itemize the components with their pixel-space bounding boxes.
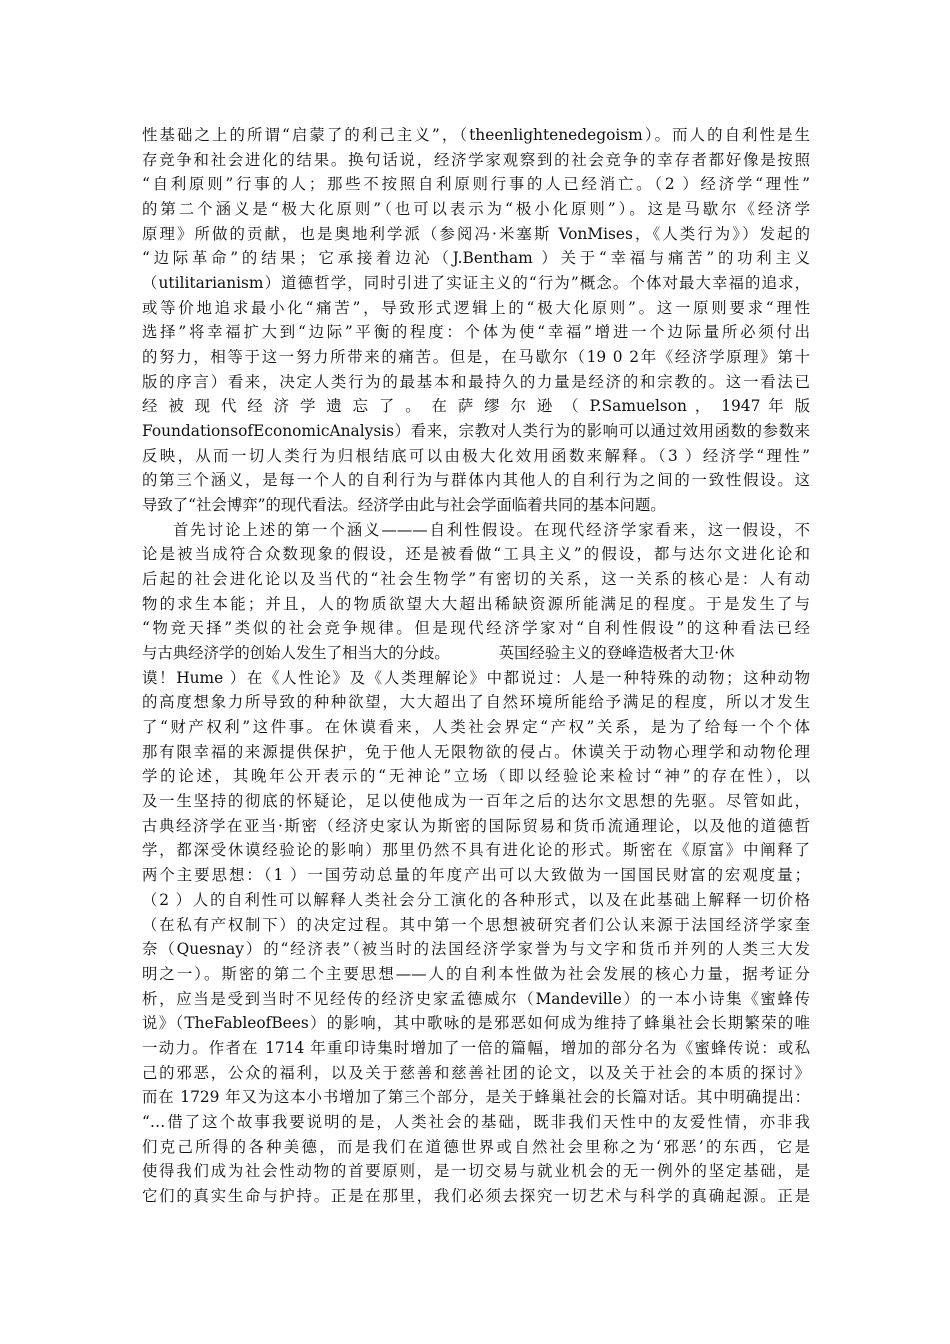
text-line: 它们的真实生命与护持。正是在那里，我们必须去探究一切艺术与科学的真确起源。正是: [142, 1186, 810, 1205]
text-line: 原理》所做的贡献，也是奥地利学派（参阅冯·米塞斯 VonMises，《人类行为》）发起的: [142, 224, 810, 243]
body-text: [142, 123, 810, 1209]
text-line: 的第二个涵义是“极大化原则”（也可以表示为“极小化原则”）。这是马歇尔《经济学: [142, 200, 810, 219]
text-line: 的第三个涵义，是每一个人的自利行为与群体内其他人的自利行为之间的一致性假设。这: [142, 471, 810, 490]
text-line: 学的论述，其晚年公开表示的“无神论”立场（即以经验论来检讨“神”的存在性），以: [142, 767, 810, 786]
text-line: 那有限幸福的来源提供保护，免于他人无限物欲的侵占。休谟关于动物心理学和动物伦理: [142, 742, 810, 761]
text-line: 了“财产权利”这件事。在休谟看来，人类社会界定“产权”关系，是为了给每一个个体: [142, 718, 810, 737]
text-line: 学，都深受休谟经验论的影响）那里仍然不具有进化论的形式。斯密在《原富》中阐释了: [142, 841, 810, 860]
text-line: 析，应当是受到当时不见经传的经济史家孟德威尔（Mandeville）的一本小诗集《蜜蜂传: [142, 989, 810, 1008]
text-line: 两个主要思想：（1 ）一国劳动总量的年度产出可以大致做为一国国民财富的宏观度量；: [142, 866, 810, 885]
text-line: FoundationsofEconomicAnalysis）看来，宗教对人类行为的影响可以通过效用函数的参数来: [142, 422, 810, 441]
text-line: 的努力，相等于这一努力所带来的痛苦。但是，在马歇尔（19 0 2年《经济学原理》第十: [142, 348, 810, 367]
text-line: 论是被当成符合众数现象的假设，还是被看做“工具主义”的假设，都与达尔文进化论和: [142, 545, 810, 564]
text-line: 而在 1729 年又为这本小书增加了第三个部分，是关于蜂巢社会的长篇对话。其中明确提出：: [142, 1088, 810, 1107]
text-line: “…借了这个故事我要说明的是，人类社会的基础，既非我们天性中的友爱性情，亦非我: [142, 1112, 810, 1131]
text-line: 使得我们成为社会性动物的首要原则，是一切交易与就业机会的无一例外的坚定基础，是: [142, 1162, 810, 1181]
text-line: “边际革命”的结果；它承接着边沁（J.Bentham ）关于“幸福与痛苦”的功利主义: [142, 249, 810, 268]
text-line: 性基础之上的所谓“启蒙了的利己主义”，（theenlightenedegoism）。而人的自利性是生: [142, 126, 810, 144]
text-line: 首先讨论上述的第一个涵义———自利性假设。在现代经济学家看来，这一假设，不: [173, 520, 810, 539]
text-line: 经 被 现 代 经 济 学 遗 忘 了 。 在 萨 缪 尔 逊 （ P.Samuelson ， 1947 年 版: [142, 397, 810, 416]
text-line: 说》（TheFableofBees）的影响，其中歌咏的是邪恶如何成为维持了蜂巢社会长期繁荣的唯: [142, 1014, 810, 1033]
text-line: 导致了“社会博弈”的现代看法。经济学由此与社会学面临着共同的基本问题。: [142, 496, 666, 515]
text-line: （2 ）人的自利性可以解释人类社会分工演化的各种形式，以及在此基础上解释一切价格: [142, 890, 810, 909]
text-line: 古典经济学在亚当·斯密（经济史家认为斯密的国际贸易和货币流通理论，以及他的道德哲: [142, 816, 810, 835]
text-line: 后起的社会进化论以及当代的“社会生物学”有密切的关系，这一关系的核心是：人有动: [142, 570, 810, 589]
text-line: （在私有产权制下）的决定过程。其中第一个思想被研究者们公认来源于法国经济学家奎: [142, 915, 810, 934]
text-line: 选择”将幸福扩大到“边际”平衡的程度：个体为使“幸福”增进一个边际量所必须付出: [142, 323, 810, 342]
text-line: 明之一）。斯密的第二个主要思想——人的自利本性做为社会发展的核心力量，据考证分: [142, 964, 810, 983]
text-line: “自利原则”行事的人；那些不按照自利原则行事的人已经消亡。（2 ）经济学“理性”: [142, 175, 810, 194]
text-line: 存竞争和社会进化的结果。换句话说，经济学家观察到的社会竞争的幸存者都好像是按照: [142, 150, 810, 169]
text-line: 谟！Hume ）在《人性论》及《人类理解论》中都说过：人是一种特殊的动物；这种动物: [142, 668, 810, 687]
text-line: “物竞天择”类似的社会竞争规律。但是现代经济学家对“自利性假设”的这种看法已经: [142, 619, 810, 638]
text-line: 版的序言）看来，决定人类行为的最基本和最持久的力量是经济的和宗教的。这一看法已: [142, 372, 810, 391]
text-line: 与古典经济学的创始人发生了相当大的分歧。 英国经验主义的登峰造极者大卫·休: [142, 644, 735, 663]
text-line: 或等价地追求最小化“痛苦”，导致形式逻辑上的“极大化原则”。这一原则要求“理性: [142, 298, 810, 317]
text-line: 及一生坚持的彻底的怀疑论，足以使他成为一百年之后的达尔文思想的先驱。尽管如此，: [142, 792, 810, 811]
text-line: 反映，从而一切人类行为归根结底可以由极大化效用函数来解释。（3 ）经济学“理性”: [142, 446, 810, 465]
text-line: 一动力。作者在 1714 年重印诗集时增加了一倍的篇幅，增加的部分名为《蜜蜂传说：或私: [142, 1038, 810, 1057]
text-line: 奈（Quesnay）的“经济表”（被当时的法国经济学家誉为与文字和货币并列的人类三大发: [142, 940, 810, 959]
text-line: 己的邪恶，公众的福利，以及关于慈善和慈善社团的论文，以及关于社会的本质的探讨》: [142, 1063, 810, 1082]
text-line: 的高度想象力所导致的种种欲望，大大超出了自然环境所能给予满足的程度，所以才发生: [142, 693, 810, 712]
text-line: 们克己所得的各种美德，而是我们在道德世界或自然社会里称之为‘邪恶’的东西，它是: [142, 1137, 810, 1156]
text-line: （utilitarianism）道德哲学，同时引进了实证主义的“行为”概念。个体对最大幸福的追求，: [142, 274, 810, 293]
text-line: 物的求生本能；并且，人的物质欲望大大超出稀缺资源所能满足的程度。于是发生了与: [142, 594, 810, 613]
